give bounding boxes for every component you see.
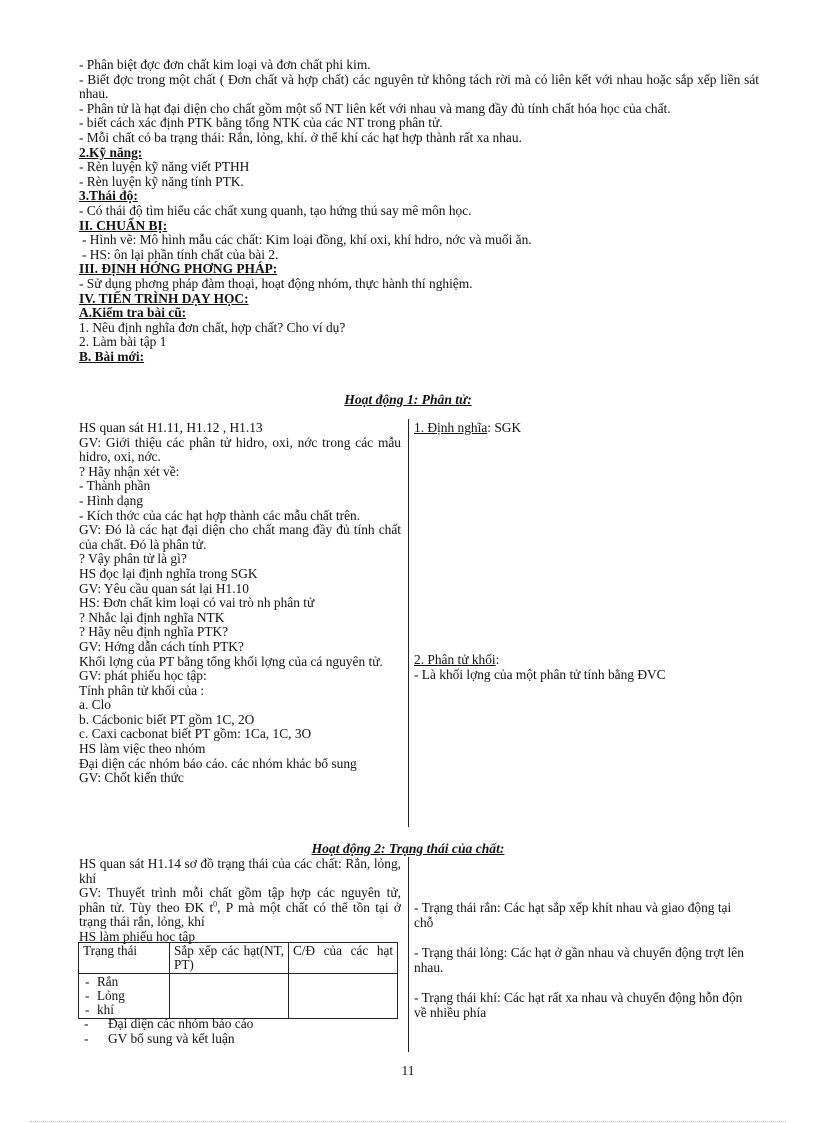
preparation-line: - Hình vẽ: Mô hình mẫu các chất: Kim loại đồng, khí oxi, khí hdro, nớc và muối ăn. [82,232,532,248]
activity1-line: GV: Giới thiệu các phân tử hidro, oxi, nớc trong các mẫu hidro, oxi, nớc. [79,434,401,465]
activity1-line: c. Caxi cacbonat biết PT gồm: 1Ca, 1C, 3O [79,726,312,742]
activity1-line: GV: Đó là các hạt đại diện cho chất mang đầy đủ tính chất của chất. Đó là phân tử. [79,522,401,552]
activity1-line: ? Vậy phân tử là gì? [79,551,187,567]
attitude-heading: 3.Thái độ: [79,188,138,204]
activity2-left-column [79,857,401,945]
activity1-title: Hoạt động 1: Phân tử: [344,392,472,407]
activity1-line: Đại diện các nhóm báo cáo. các nhóm khác bổ sung [79,755,357,771]
table-header-cell: Trạng thái [79,943,170,974]
activity1-line: Khối lợng của PT bằng tổng khối lợng của cá nguyên tử. [79,653,383,669]
temperature-superscript: 0 [213,899,218,909]
skill-line: - Rèn luyện kỹ năng viết PTHH [79,159,250,175]
preparation-line: - HS: ôn lại phần tính chất của bài 2. [82,246,279,262]
objectives-section [79,58,759,364]
table-header-cell: C/Đ của các hạt [289,943,398,974]
activity2-line: HS quan sát H1.14 sơ đồ trạng thái của các chất: Rắn, lỏng, khí [79,856,401,886]
activity1-line: GV: Chốt kiến thức [79,770,184,786]
activity2-line-part: GV: Thuyết trình mỗi chất gồm tập hợp các nguyên tử, phân tử. Tùy theo ĐK t [79,885,401,915]
molecular-mass-heading: 2. Phân tử khối [414,652,496,667]
activity1-line: b. Cácbonic biết PT gồm 1C, 2O [79,711,255,727]
process-heading: IV. TIẾN TRÌNH DẠY HỌC: [79,290,249,306]
activity1-line: - Thành phần [79,478,151,494]
activity1-line: ? Hãy nêu định nghĩa PTK? [79,624,229,640]
activity1-line: HS quan sát H1.11, H1.12 , H1.13 [79,420,263,435]
activity2-conclusion-list [80,1017,400,1046]
review-line: 2. Làm bài tập 1 [79,334,167,350]
activity1-line: GV: phát phiếu học tập: [79,668,207,684]
attitude-line: - Có thái độ tìm hiểu các chất xung quanh, tạo hứng thú say mê môn học. [79,202,472,218]
method-heading: III. ĐỊNH HỚNG PHƠNG PHÁP: [79,261,278,277]
activity2-title: Hoạt động 2: Trạng thái của chất: [311,841,505,856]
review-line: 1. Nêu định nghĩa đơn chất, hợp chất? Cho ví dụ? [79,319,346,335]
table-header-row [79,943,398,974]
activity2-line: HS làm phiếu học tập [79,928,196,944]
definition-block [414,421,754,436]
table-cell-empty [170,974,289,1019]
activity1-line: ? Hãy nhận xét về: [79,463,180,479]
gas-state-text: - Trạng thái khí: Các hạt rất xa nhau và chuyển động hỗn độn về nhiều phía [414,990,743,1020]
definition-text: : SGK [487,420,522,435]
activity2-line-part: , P mà một chất có thể tồn tại ở trạng thái rắn, lỏng, khí [79,899,401,930]
new-lesson-heading: B. Bài mới: [79,348,145,364]
objective-line: - Phân tử là hạt đại diện cho chất gồm một số NT liên kết với nhau và mang đầy đủ tính chất hóa học của chất. [79,100,671,116]
table-header-cell: Sắp xếp các hạt(NT, PT) [170,943,289,974]
preparation-heading: II. CHUẨN BỊ: [79,217,168,233]
liquid-state-text: - Trạng thái lỏng: Các hạt ở gần nhau và chuyển động trợt lên nhau. [414,945,744,975]
objective-line: - Phân biệt đợc đơn chất kim loại và đơn chất phi kim. [79,57,371,72]
activity1-line: HS: Đơn chất kim loại có vai trò nh phân tử [79,595,315,611]
objective-line: - Biết đợc trong một chất ( Đơn chất và hợp chất) các nguyên tử không tách rời mà có liên kết với nhau hoặc sắp xếp liền sát nhau. [79,71,759,102]
states-worksheet-table [78,942,398,1019]
method-line: - Sử dụng phơng pháp đàm thoại, hoạt động nhóm, thực hành thí nghiệm. [79,275,473,291]
conclusion-item: - GV bổ sung và kết luận [80,1032,400,1047]
state-item: - Lỏng [83,989,165,1003]
objective-line: - biết cách xác định PTK bằng tổng NTK của các NT trong phân tử. [79,115,443,131]
activity2-line [79,886,401,930]
footer-divider [30,1121,786,1122]
review-heading: A.Kiểm tra bài cũ: [79,305,187,321]
molecular-mass-text: - Là khối lợng của một phân tử tính bằng ĐVC [414,666,666,682]
solid-state-text: - Trạng thái rắn: Các hạt sắp xếp khít nhau và giao động tại chỗ [414,900,732,930]
skills-heading: 2.Kỹ năng: [79,144,143,160]
state-item: - Rắn [83,975,165,989]
activity1-line: HS làm việc theo nhóm [79,741,206,757]
table-cell-empty [289,974,398,1019]
molecular-mass-colon: : [495,652,500,667]
state-item: - khí [83,1003,165,1017]
activity1-line: a. Clo [79,697,111,713]
activity1-line: ? Nhắc lại định nghĩa NTK [79,609,225,625]
activity1-line: Tính phân tử khối của : [79,682,205,698]
activity1-line: GV: Yêu cầu quan sát lại H1.10 [79,580,249,596]
skill-line: - Rèn luyện kỹ năng tính PTK. [79,173,244,189]
definition-heading: 1. Định nghĩa [414,420,488,435]
activity1-line: GV: Hớng dẫn cách tính PTK? [79,638,244,654]
table-cell-states [79,974,170,1019]
activity1-left-column [79,421,401,786]
activity1-line: HS đọc lại định nghĩa trong SGK [79,565,258,581]
activity1-line: - Hình dạng [79,492,143,508]
activity1-line: - Kích thớc của các hạt hợp thành các mẫu chất trên. [79,507,361,523]
column-divider [408,419,409,827]
table-row [79,974,398,1019]
column-divider [408,857,409,1052]
conclusion-item: - Đại diện các nhóm báo cáo [80,1017,400,1032]
molecular-mass-block [414,653,754,682]
objective-line: - Mỗi chất có ba trạng thái: Rắn, lỏng, khí. ở thể khí các hạt hợp thành rất xa nhau. [79,129,522,145]
page-number: 11 [401,1063,415,1078]
